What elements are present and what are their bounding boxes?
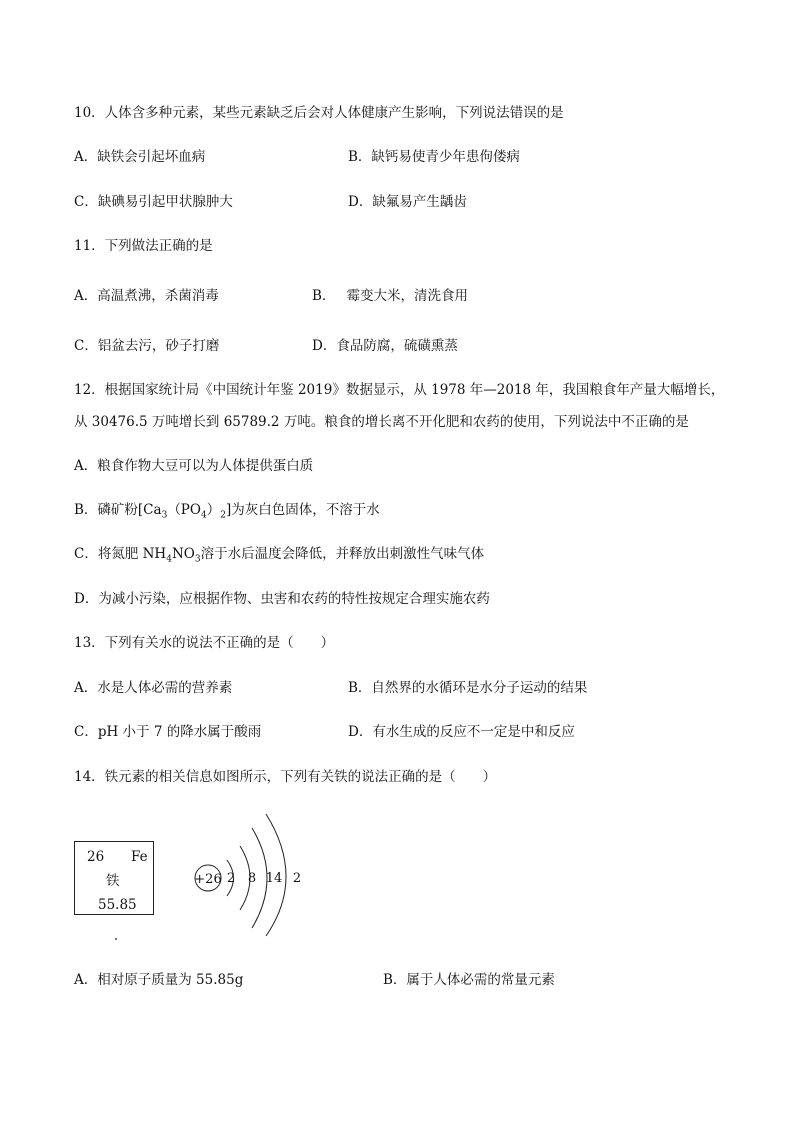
option-b-text: （PO (167, 502, 201, 518)
question-13-option-d: D．有水生成的反应不一定是中和反应 (348, 724, 575, 740)
question-14-stem: 14．铁元素的相关信息如图所示，下列有关铁的说法正确的是（ ） (74, 769, 497, 785)
option-c-text: NO (171, 546, 195, 562)
nucleus-charge: +26 (194, 872, 222, 887)
question-13-stem: 13．下列有关水的说法不正确的是（ ） (74, 635, 335, 651)
question-12-option-c (74, 545, 484, 569)
question-13-option-c: C．pH 小于 7 的降水属于酸雨 (74, 724, 262, 740)
subscript: 3 (161, 510, 168, 521)
option-b-text: B．磷矿粉[Ca (74, 502, 162, 518)
question-14-option-b: B．属于人体必需的常量元素 (383, 972, 555, 988)
atomic-structure-diagram (190, 810, 310, 940)
option-c-text: 溶于水后温度会降低，并释放出刺激性气味气体 (200, 546, 485, 562)
option-b-text: ]为灰白色固体，不溶于水 (225, 502, 380, 518)
shell-electrons-2: 8 (247, 871, 257, 886)
question-12-option-a: A．粮食作物大豆可以为人体提供蛋白质 (74, 458, 314, 474)
shell-electrons-1: 2 (226, 871, 236, 886)
option-c-text: C．将氮肥 NH (74, 546, 167, 562)
question-13-option-b: B．自然界的水循环是水分子运动的结果 (348, 680, 588, 696)
shell-electrons-3: 14 (265, 871, 283, 886)
stray-dot (115, 938, 117, 940)
question-11-option-c: C．铝盆去污，砂子打磨 (74, 338, 220, 354)
question-13-option-a: A．水是人体必需的营养素 (74, 680, 233, 696)
question-11-option-b: B． 霉变大米，清洗食用 (312, 288, 468, 304)
subscript: 4 (200, 510, 207, 521)
question-10-stem: 10．人体含多种元素，某些元素缺乏后会对人体健康产生影响，下列说法错误的是 (74, 105, 564, 121)
question-12-stem-line-1: 12．根据国家统计局《中国统计年鉴 2019》数据显示，从 1978 年—2018 年，我国粮食年产量大幅增长， (74, 382, 725, 398)
question-11-option-d: D．食品防腐，硫磺熏蒸 (312, 338, 458, 354)
atomic-mass: 55.85 (98, 897, 137, 913)
periodic-table-cell (74, 841, 154, 915)
subscript: 3 (194, 554, 201, 565)
element-symbol: Fe (131, 849, 148, 865)
question-10-option-c: C．缺碘易引起甲状腺肿大 (74, 194, 233, 210)
question-12-option-d: D．为减小污染，应根据作物、虫害和农药的特性按规定合理实施农药 (74, 591, 490, 607)
question-10-option-a: A．缺铁会引起坏血病 (74, 149, 206, 165)
question-12-stem-line-2: 从 30476.5 万吨增长到 65789.2 万吨。粮食的增长离不开化肥和农药的使用，下列说法中不正确的是 (74, 414, 689, 430)
element-name: 铁 (106, 873, 120, 889)
subscript: 2 (220, 510, 226, 521)
question-11-stem: 11．下列做法正确的是 (74, 238, 213, 254)
subscript: 4 (166, 554, 172, 565)
shell-electrons-4: 2 (292, 871, 302, 886)
atomic-number: 26 (87, 849, 105, 865)
question-14-option-a: A．相对原子质量为 55.85g (74, 972, 244, 988)
question-12-option-b (74, 501, 380, 525)
question-10-option-b: B．缺钙易使青少年患佝偻病 (348, 149, 520, 165)
question-11-option-a: A．高温煮沸，杀菌消毒 (74, 288, 219, 304)
question-10-option-d: D．缺氟易产生龋齿 (348, 194, 467, 210)
option-b-text: ） (206, 502, 221, 518)
